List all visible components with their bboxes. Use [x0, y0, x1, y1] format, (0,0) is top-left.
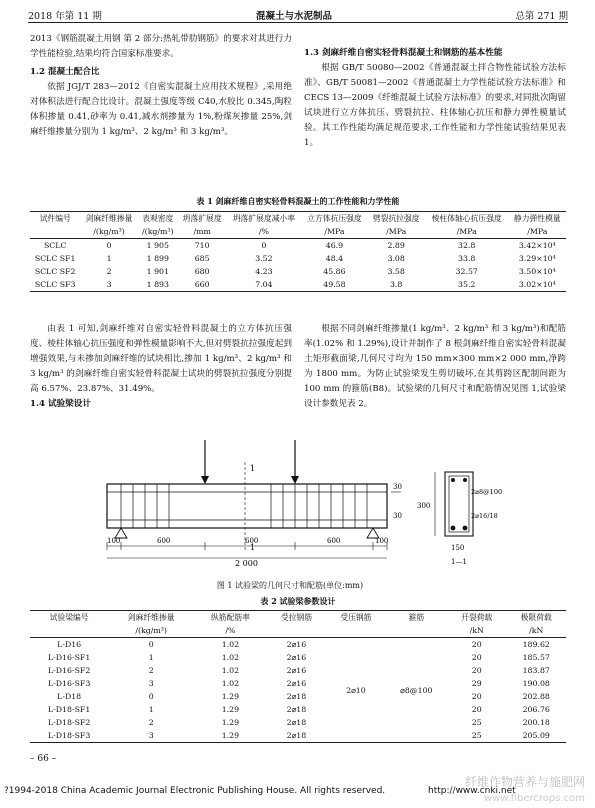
dim-label: 600	[245, 537, 259, 545]
unit-cell	[386, 624, 447, 638]
cell: 25	[471, 731, 482, 740]
unit-cell: /mm	[193, 227, 211, 236]
header-cell: 剑麻纤维掺量	[85, 214, 133, 223]
cover-dim: 30	[393, 483, 402, 491]
height-dim: 300	[417, 502, 431, 510]
paragraph: 2013《钢筋混凝土用钢 第 2 部分:热轧带肋钢筋》的要求对其进行力学性能检验,结果均符合国家标准要求。	[30, 34, 292, 59]
paragraph: 根据不同剑麻纤维掺量(1 kg/m³、2 kg/m³ 和 3 kg/m³)和配筋率(1.02% 和 1.29%),设计并制作了 8 根剑麻纤维自密实轻骨料混凝土矩形截面梁,几何尺寸均为 150 mm×300 mm×2 000 mm,净跨为 1800 mm。为防止试验梁发生剪切破坏,在其剪跨区配制间距为 100 mm 的箍筋(B8)。试验梁的几何尺寸和配筋情况见图 1,试验梁设计参数见表 2。	[304, 324, 566, 409]
header-cell: 表观密度	[142, 214, 174, 223]
cell: 1.29	[221, 718, 240, 727]
table-row	[30, 716, 566, 729]
cell: 660	[194, 280, 210, 289]
unit-cell: /%	[258, 227, 269, 236]
cell: 206.76	[522, 705, 550, 714]
issue-label: 2018 年第 11 期	[28, 11, 102, 22]
cell: 3.50×10⁴	[518, 267, 556, 276]
cell: 1.02	[221, 640, 240, 649]
total-issue-label: 总第 271 期	[515, 11, 568, 22]
table-row	[30, 278, 566, 292]
unit-cell: /MPa	[456, 227, 477, 236]
cell: SCLC SF3	[34, 280, 76, 289]
cell: 183.87	[522, 666, 550, 675]
table-row	[30, 265, 566, 278]
cell: 2⌀16	[286, 640, 307, 649]
section-heading: 1.2 混凝土配合比	[30, 67, 100, 77]
stirrup-label: 2⌀8@100	[471, 488, 503, 496]
header-cell: 静力弹性模量	[513, 214, 561, 223]
cell: 20	[471, 640, 482, 649]
cell: 1.29	[221, 705, 240, 714]
cell: 1 893	[146, 280, 169, 289]
cell: 2⌀18	[286, 705, 307, 714]
unit-cell	[30, 624, 108, 638]
watermark: 纤维作物营养与施肥网	[464, 775, 585, 789]
cell: 2⌀16	[286, 679, 307, 688]
cnki-link[interactable]: http://www.cnki.net	[428, 786, 516, 796]
dim-label: 600	[327, 537, 341, 545]
running-header	[28, 8, 568, 22]
table2-unit-row	[30, 624, 566, 638]
unit-cell	[267, 624, 326, 638]
table-row	[30, 690, 566, 703]
cell: 1 905	[146, 241, 169, 250]
cell: 32.57	[455, 267, 478, 276]
cell: 3.08	[387, 254, 405, 263]
journal-title: 混凝土与水泥制品	[256, 11, 333, 22]
cell: SCLC	[43, 241, 67, 250]
cell: 710	[194, 241, 210, 250]
table-row	[30, 729, 566, 743]
section-cut-label: 1	[250, 543, 256, 552]
cell: 1	[148, 705, 154, 714]
page-number: – 66 –	[30, 754, 57, 764]
header-cell: 棱柱体轴心抗压强度	[431, 214, 502, 223]
cell: L-D16-SF1	[47, 653, 91, 662]
cell: 2⌀18	[286, 718, 307, 727]
cell: 1.29	[221, 731, 240, 740]
unit-cell: /(kg/m³)	[135, 626, 167, 635]
cell: 685	[194, 254, 210, 263]
cell: 1	[106, 254, 112, 263]
unit-cell: /%	[225, 626, 236, 635]
cell: 1.02	[221, 679, 240, 688]
table1-header-row	[30, 212, 566, 226]
cell: 1	[148, 653, 154, 662]
dim-label: 100	[107, 537, 121, 545]
rebar-label: 2⌀16/18	[471, 512, 498, 520]
header-cell: 劈裂抗拉强度	[372, 214, 420, 223]
cell: 7.04	[255, 280, 273, 289]
table-row	[30, 239, 566, 253]
dim-label: 100	[375, 537, 389, 545]
table1-caption: 表 1 剑麻纤维自密实轻骨料混凝土的工作性能和力学性能	[196, 196, 400, 206]
header-cell: 坍落扩展度	[182, 214, 222, 223]
unit-cell: /kN	[469, 626, 484, 635]
header-cell: 立方体抗压强度	[307, 214, 362, 223]
header-cell: 试件编号	[39, 214, 71, 223]
header-cell: 剑麻纤维掺量	[127, 613, 175, 622]
cell: 200.18	[522, 718, 550, 727]
header-rule	[28, 22, 568, 23]
cell: 2	[148, 666, 154, 675]
width-dim: 150	[451, 544, 465, 552]
cell: 3.29×10⁴	[518, 254, 556, 263]
cell: 2⌀18	[286, 731, 307, 740]
cell: 185.57	[522, 653, 550, 662]
header-cell: 受拉钢筋	[280, 613, 313, 622]
table2	[30, 610, 566, 743]
cell: L-D18	[57, 692, 82, 701]
unit-cell	[326, 624, 385, 638]
table-row	[30, 638, 566, 652]
header-cell: 试验梁编号	[49, 613, 89, 622]
cell: 20	[471, 666, 482, 675]
merged-stirrup: ⌀8@100	[400, 685, 433, 695]
cell: 3	[106, 280, 112, 289]
cell: SCLC SF2	[34, 267, 76, 276]
section-heading: 1.4 试验梁设计	[30, 399, 91, 409]
cell: 2⌀16	[286, 653, 307, 662]
cell: 20	[471, 692, 482, 701]
table-row	[30, 664, 566, 677]
cover-dim: 30	[393, 512, 402, 520]
cell: 1 901	[146, 267, 169, 276]
cell: 1 899	[146, 254, 169, 263]
cell: 3	[148, 731, 154, 740]
cell: 3.8	[389, 280, 403, 289]
merged-compression-bar: 2⌀10	[346, 685, 366, 695]
cell: SCLC SF1	[34, 254, 76, 263]
cell: 20	[471, 653, 482, 662]
cell: 1.29	[221, 692, 240, 701]
dim-label: 600	[157, 537, 171, 545]
cell: 48.4	[325, 254, 344, 263]
left-column-top	[30, 32, 292, 140]
header-cell: 纵筋配筋率	[210, 613, 250, 622]
cell: 45.86	[323, 267, 346, 276]
table-row	[30, 677, 566, 690]
paragraph: 根据 GB/T 50080—2002《普通混凝土拌合物性能试验方法标准》、GB/T 50081—2002《普通混凝土力学性能试验方法标准》和 CECS 13—2009《纤维混凝土试验方法标准》的要求,对同批次陶留试块进行立方体抗压、劈裂抗拉、柱体轴心抗压和静力弹性模量试验。其工作性能均满足规范要求,工作性能和力学性能试验结果见表 1。	[304, 63, 566, 148]
cell: 2.89	[387, 241, 405, 250]
cell: 3.58	[387, 267, 405, 276]
cell: 202.88	[522, 692, 550, 701]
cell: 46.9	[325, 241, 344, 250]
cell: L-D18-SF2	[47, 718, 91, 727]
cell: 0	[261, 241, 267, 250]
cell: 2⌀18	[286, 692, 307, 701]
cell: 35.2	[458, 280, 476, 289]
cell: 3.52	[255, 254, 273, 263]
paragraph: 由表 1 可知,剑麻纤维对自密实轻骨料混凝土的立方体抗压强度、棱柱体轴心抗压强度和弹性模量影响不大,但对劈裂抗拉强度起到增强效果,与未掺加剑麻纤维的试块相比,掺加 1 kg/m³、2 kg/m³ 和 3 kg/m³ 的剑麻纤维自密实轻骨料混凝土试块的劈裂抗拉强度分别提高 6.57%、23.87%、31.49%。	[30, 324, 292, 394]
cell: 0	[106, 241, 112, 250]
cell: 49.58	[323, 280, 346, 289]
cell: 189.62	[522, 640, 550, 649]
total-length-label: 2 000	[235, 559, 258, 568]
section-label: 1—1	[451, 558, 467, 566]
cell: L-D18-SF1	[47, 705, 91, 714]
cell: 2	[148, 718, 154, 727]
unit-cell: /MPa	[386, 227, 407, 236]
cell: 32.8	[458, 241, 476, 250]
copyright-notice: ?1994-2018 China Academic Journal Electronic Publishing House. All rights reserved.	[4, 786, 386, 796]
table-row	[30, 651, 566, 664]
cell: 3	[148, 679, 154, 688]
cell: 0	[148, 692, 154, 701]
unit-cell	[30, 225, 80, 239]
cell: 29	[471, 679, 482, 688]
section-cut-label: 1	[250, 464, 256, 473]
left-column-mid	[30, 322, 292, 412]
cell: L-D16	[57, 640, 82, 649]
cell: L-D16-SF3	[47, 679, 91, 688]
header-cell: 箍筋	[408, 613, 425, 622]
cell: 1.02	[221, 666, 240, 675]
cell: 190.08	[522, 679, 550, 688]
table2-header-row	[30, 611, 566, 625]
table-row	[30, 703, 566, 716]
table1	[30, 211, 566, 292]
unit-cell: /(kg/m³)	[142, 227, 174, 236]
right-column-top	[304, 46, 566, 151]
unit-cell: /MPa	[527, 227, 548, 236]
header-cell: 极限荷载	[520, 613, 552, 622]
right-column-mid	[304, 322, 566, 412]
figure1-caption: 图 1 试验梁的几何尺寸和配筋(单位:mm)	[216, 581, 364, 590]
cell: 2⌀16	[286, 666, 307, 675]
cell: 1.02	[221, 653, 240, 662]
table-row	[30, 252, 566, 265]
unit-cell: /MPa	[324, 227, 345, 236]
paragraph: 依据 JGJ/T 283—2012《自密实混凝土应用技术规程》,采用绝对体积法进行配合比设计。混凝土强度等级 C40,水胶比 0.345,陶粒体积掺量 0.41,砂率为 0.41,减水剂掺量为 1%,粉煤灰掺量 25%,剑麻纤维掺量分别为 1 kg/m³、2 kg/m³ 和 3 kg/m³。	[30, 82, 292, 137]
cell: 4.23	[255, 267, 273, 276]
header-cell: 坍落扩展度减小率	[232, 214, 296, 223]
beam-elevation-diagram	[95, 438, 505, 580]
table2-caption: 表 2 试验梁参数设计	[260, 596, 336, 606]
cell: 2	[106, 267, 112, 276]
cell: 0	[148, 640, 154, 649]
header-cell: 受压钢筋	[340, 613, 372, 622]
watermark-url: www.fibercrops.com	[483, 793, 585, 804]
cell: 25	[471, 718, 482, 727]
table1-unit-row	[30, 225, 566, 239]
section-heading: 1.3 剑麻纤维自密实轻骨料混凝土和钢筋的基本性能	[304, 48, 503, 58]
cell: 680	[194, 267, 210, 276]
cell: L-D18-SF3	[47, 731, 91, 740]
unit-cell: /kN	[529, 626, 544, 635]
cell: 20	[471, 705, 482, 714]
cell: 33.8	[458, 254, 476, 263]
header-cell: 开裂荷载	[461, 613, 493, 622]
cell: L-D16-SF2	[47, 666, 91, 675]
cell: 205.09	[522, 731, 550, 740]
unit-cell: /(kg/m³)	[93, 227, 125, 236]
cell: 3.42×10⁴	[518, 241, 556, 250]
cell: 3.02×10⁴	[518, 280, 556, 289]
